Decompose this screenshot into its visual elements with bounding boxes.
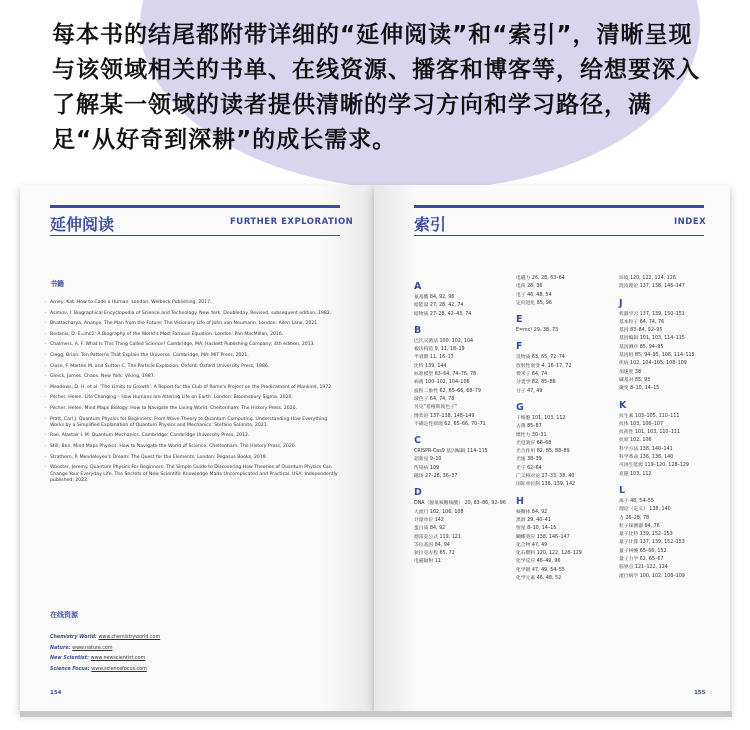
index-entry: 克隆 103, 112 [619, 471, 652, 477]
index-entry: 科学方法 138, 140–141 [619, 446, 673, 452]
index-entry: 大流行 102, 106, 108 [414, 509, 464, 515]
reference-item: · Strathern, P. Mendeleyev's Dream: The Quest for the Elements. London: Pegasus Books, 2019. [50, 455, 340, 461]
book-spread [20, 185, 732, 723]
left-page [20, 185, 374, 711]
index-entry: 磁场 27–28, 36–37 [414, 474, 458, 480]
index-entry: 基本粒子 64, 74, 76 [619, 319, 665, 325]
index-entry: 离子 48, 54–55 [619, 498, 654, 504]
index-entry: 黑洞 29, 40–41 [516, 517, 551, 523]
reference-item: · Rae, Alastair I. M. Quantum Mechanics. Cambridge: Cambridge University Press, 2012. [50, 433, 340, 439]
online-resources-list [50, 633, 340, 675]
index-letter: D [414, 487, 422, 499]
index-entry: 碱基对 85, 93 [619, 377, 651, 383]
index-entry: 等位基因 84, 94 [414, 542, 450, 548]
index-entry: 环境 120, 122, 124, 126 [619, 276, 676, 281]
index-entry: 暗物质 27–28, 42–43, 74 [414, 311, 472, 317]
index-entry: 光速 38–39 [516, 457, 542, 463]
index-letter: B [414, 324, 422, 336]
title-rule [414, 205, 704, 208]
online-resource-url[interactable]: www.nature.com [72, 645, 113, 651]
reference-item: · Arney, Kat. How to Code a Human. London: Welbeck Publishing, 2017. [50, 300, 340, 306]
index-entry: 博弈论 137–138, 148–149 [414, 413, 475, 419]
index-entry: 抗药性 101, 103, 110–111 [619, 430, 681, 436]
index-entry: 古菌 85–87 [516, 424, 542, 430]
reference-item: · Bhattacharya, Ananyo. The Man from the Future: The Visionary Life of John von Neumann. London: Allen Lane, 2021. [50, 321, 340, 327]
reference-item: · Still, Ben. Mind Maps Physics: How to Navigate the World of Science. Cheltenham: The History Press, 2020. [50, 444, 340, 450]
online-resource-item [50, 665, 340, 676]
index-entry: 加速度 38 [619, 369, 642, 375]
index-entry: 量子纠缠 65–66, 152 [619, 548, 667, 554]
index-entry: 标准模型 63–64, 74–76, 78 [414, 372, 477, 378]
index-letter: J [619, 297, 623, 309]
index-entry: 化石燃料 120, 122, 128–129 [516, 551, 582, 557]
index-column-3 [619, 265, 719, 581]
online-resource-item [50, 654, 340, 665]
reference-item: · Clegg, Brian. Ten Patterns That Explain the Universe. Cambridge, MA: MIT Press, 2021. [50, 353, 340, 359]
left-page-number: 154 [50, 690, 62, 696]
index-spacer [516, 265, 616, 275]
index-entry: 理论（定义） 138, 140 [619, 507, 671, 513]
index-entry: 抗原 102, 106 [619, 438, 652, 444]
index-entry: 机器学习 137, 139, 150–151 [619, 311, 685, 317]
index-entry: 化学元素 46, 48, 52 [516, 576, 562, 582]
index-letter: L [619, 484, 626, 496]
left-page-subtitle: FURTHER EXPLORATION [230, 217, 354, 227]
index-spacer [619, 265, 719, 275]
online-resource-name: Science Focus: [50, 666, 92, 672]
online-resource-url[interactable]: www.sciencefocus.com [91, 666, 147, 672]
index-entry: 狄拉克方程 65, 72 [414, 551, 455, 557]
reference-item: · Pilcher, Helen. Life Changing – How Humans are Altering Life on Earth. London: Bloomsbury Sigma, 2020. [50, 395, 340, 401]
books-heading: 书籍 [50, 280, 64, 288]
index-entry: 定向进化 85, 96 [516, 300, 552, 306]
index-entry: 氨基酸 84, 92, 96 [414, 295, 455, 300]
reference-list [50, 300, 340, 488]
index-entry: 基因 83–84, 92–95 [619, 328, 663, 334]
index-entry: 分类学 82, 85–86 [516, 380, 556, 386]
index-letter: F [516, 341, 523, 353]
reference-item: · Chalmers, A. F. What Is This Thing Called Science? Cambridge, MA: Hackett Publishing Company; 4th edition, 2013. [50, 342, 340, 348]
index-entry: E=mc² 29, 38, 73 [516, 328, 559, 334]
index-entry: 疾病 102, 104–105, 108–109 [619, 361, 687, 367]
online-resource-url[interactable]: www.newscientist.com [90, 656, 146, 661]
online-resource-url[interactable]: www.chemistryworld.com [98, 635, 161, 640]
index-entry: 国际单位制 136, 139, 142 [516, 482, 576, 488]
index-entry: 蝴蝶效应 138, 146–147 [516, 534, 570, 540]
index-entry: 德雷克公式 119, 121 [414, 534, 461, 540]
index-entry: 抗体 103, 106–107 [619, 421, 664, 427]
index-entry: 比特 139, 144 [414, 363, 447, 369]
index-entry: 超新星 9–10 [414, 457, 442, 463]
index-entry: 电荷 28, 36 [516, 284, 543, 290]
reference-item: · Close, F. Marten M. and Sutton C. The Particle Explosion. Oxford: Oxford University Press, 1986. [50, 364, 340, 370]
index-entry: 光电效应 66–68 [516, 440, 552, 446]
index-entry: 蛋白质 84, 92 [414, 526, 446, 532]
index-entry: 玻色子 64, 74, 78 [414, 396, 455, 402]
online-resource-item [50, 644, 340, 655]
index-entry: 光子 62–64 [516, 465, 542, 471]
index-entry: 抗生素 103–105, 110–111 [619, 413, 680, 419]
index-entry: 力 26–28, 78 [619, 515, 650, 521]
index-entry: 放射性衰变 4, 16–17, 72 [516, 363, 572, 369]
index-entry: 暗能量 27, 28, 42, 74 [414, 303, 464, 309]
right-page-title: 索引 [414, 215, 447, 234]
index-letter: E [516, 314, 523, 326]
right-page-subtitle: INDEX [674, 217, 707, 227]
index-entry: DNA（脱氧核糖核酸） 20, 83–86, 92–96 [414, 501, 506, 507]
reference-item: · Gleick, James. Chaos. New York: Viking, 1987. [50, 374, 340, 380]
index-entry: 惯性力 30–31 [516, 432, 547, 438]
index-entry: 计量单位 142 [414, 517, 444, 523]
index-entry: 可再生能源 119–120, 128–129 [619, 463, 689, 469]
right-page-number: 155 [694, 690, 706, 696]
index-entry: 广义相对论 27–33, 38, 40 [516, 474, 575, 480]
index-entry: 量子计算 137, 139, 152–153 [619, 540, 685, 546]
index-entry: 半衰期 11, 16–17 [414, 355, 454, 361]
online-heading: 在线资源 [50, 611, 78, 619]
online-resource-name: New Scientist: [50, 656, 91, 661]
index-entry: 另见“希格斯玻色子” [414, 405, 458, 411]
index-entry: 化学反应 46–49, 96 [516, 559, 561, 565]
index-entry: 量子力学 62, 65–67 [619, 557, 664, 563]
index-entry: 不确定性原理 62, 65–66, 70–71 [414, 421, 486, 427]
index-column-2 [516, 265, 616, 583]
reference-item: · Asimov, I. Biographical Encyclopedia of Science and Technology. New York: Doubleday. Revised, subsequent edition, 1982. [50, 311, 340, 317]
index-entry: 电子 46, 48, 54 [516, 292, 552, 298]
index-entry: 恒星 8–10, 14–15 [516, 526, 557, 532]
index-entry: 传染病 109 [414, 465, 440, 471]
index-entry: 费米子 64, 74 [516, 372, 548, 378]
index-column-1 [414, 275, 514, 567]
index-entry: 反物质 63, 65, 72–74 [516, 355, 565, 361]
index-entry: 波粒二象性 62, 65–66, 68–79 [414, 388, 481, 394]
index-entry: 化合物 47, 49 [516, 542, 548, 548]
title-rule [50, 205, 340, 208]
index-entry: 巴氏灭菌法 100, 102, 104 [414, 338, 474, 344]
index-entry: 临界点 121–122, 124 [619, 565, 668, 571]
index-entry: 光合作用 82, 85, 88–89 [516, 449, 570, 455]
index-entry: 聚变 8–10, 14–15 [619, 386, 660, 392]
right-page [374, 185, 730, 711]
index-entry: 干细胞 101, 103, 112 [516, 415, 566, 421]
reference-item: · Bodanis, D. E=mc2: A Biography of the World's Most Famous Equation. London: Pan MacMillan, 2016. [50, 332, 340, 338]
online-resource-name: Chemistry World: [50, 635, 99, 640]
index-entry: 基因编辑 101, 103, 114–115 [619, 336, 685, 342]
index-entry: 分子 47, 49 [516, 388, 543, 394]
title-underline [414, 235, 704, 236]
index-entry: 核糖体 84, 92 [516, 509, 548, 515]
index-letter: H [516, 495, 524, 507]
index-letter: K [619, 399, 627, 411]
index-entry: 板块构造 9, 11, 18–19 [414, 347, 465, 353]
index-entry: 基因组 85, 94–95, 108, 114–115 [619, 353, 695, 359]
index-entry: 化学键 47, 49, 54–55 [516, 567, 565, 573]
index-entry: 粒子探测器 64, 76 [619, 523, 660, 529]
index-entry: 电磁力 26, 28, 63–64 [516, 276, 565, 281]
index-entry: 混沌理论 137, 138, 146–147 [619, 284, 685, 290]
index-letter: C [414, 435, 421, 447]
index-entry: 流行病学 100, 102, 108–109 [619, 573, 685, 579]
reference-item: · Pilcher, Helen. Mind Maps Biology: How to Navigate the Living World. Cheltenham: The History Press, 2020. [50, 406, 340, 412]
online-resource-item [50, 633, 340, 644]
headline-text: 每本书的结尾都附带详细的“延伸阅读”和“索引”，清晰呈现与该领域相关的书单、在线资源、播客和博客等，给想要深入了解某一领域的读者提供清晰的学习方向和学习路径，满足“从好奇到深耕”的成长需求。 [52, 22, 700, 153]
index-entry: 科学革命 136, 138, 140 [619, 455, 674, 461]
index-entry: 电磁辐射 11 [414, 559, 441, 565]
book-shadow [20, 711, 732, 717]
left-page-title: 延伸阅读 [50, 215, 115, 234]
index-entry: 基因测序 85, 94–95 [619, 344, 664, 350]
reference-item: · Wooster, Jeremy. Quantum Physics For Beginners: The Simple Guide to Discovering How Theories of Quantum Physics Can Change Your Everyday Life. The Secrets of New Scientific Knowledge Made Uncomplicated and Practical. USA: Independently published, 2022. [50, 465, 340, 484]
index-letter: A [414, 281, 422, 292]
reference-item: · Meadows, D. H. et al. 'The Limits to Growth'. A Report for the Club of Rome's Project on the Predicament of Mankind, 1972. [50, 385, 340, 391]
online-resource-name: Nature: [50, 645, 73, 651]
title-underline [50, 235, 340, 236]
index-letter: G [516, 401, 524, 413]
index-entry: 量子比特 139, 152–153 [619, 532, 673, 538]
reference-item: · Pratt, Carl J. Quantum Physics for Beginners: From Wave Theory to Quantum Computing. Understanding How Everything Works by a Simplified Explanation of Quantum Physics and Mechanics: Stefano Solimito, 2021. [50, 417, 340, 430]
index-entry: 病菌 100–102, 104–106 [414, 380, 470, 386]
index-entry: CRISPR-Cas9 基因编辑 114–115 [414, 449, 488, 455]
